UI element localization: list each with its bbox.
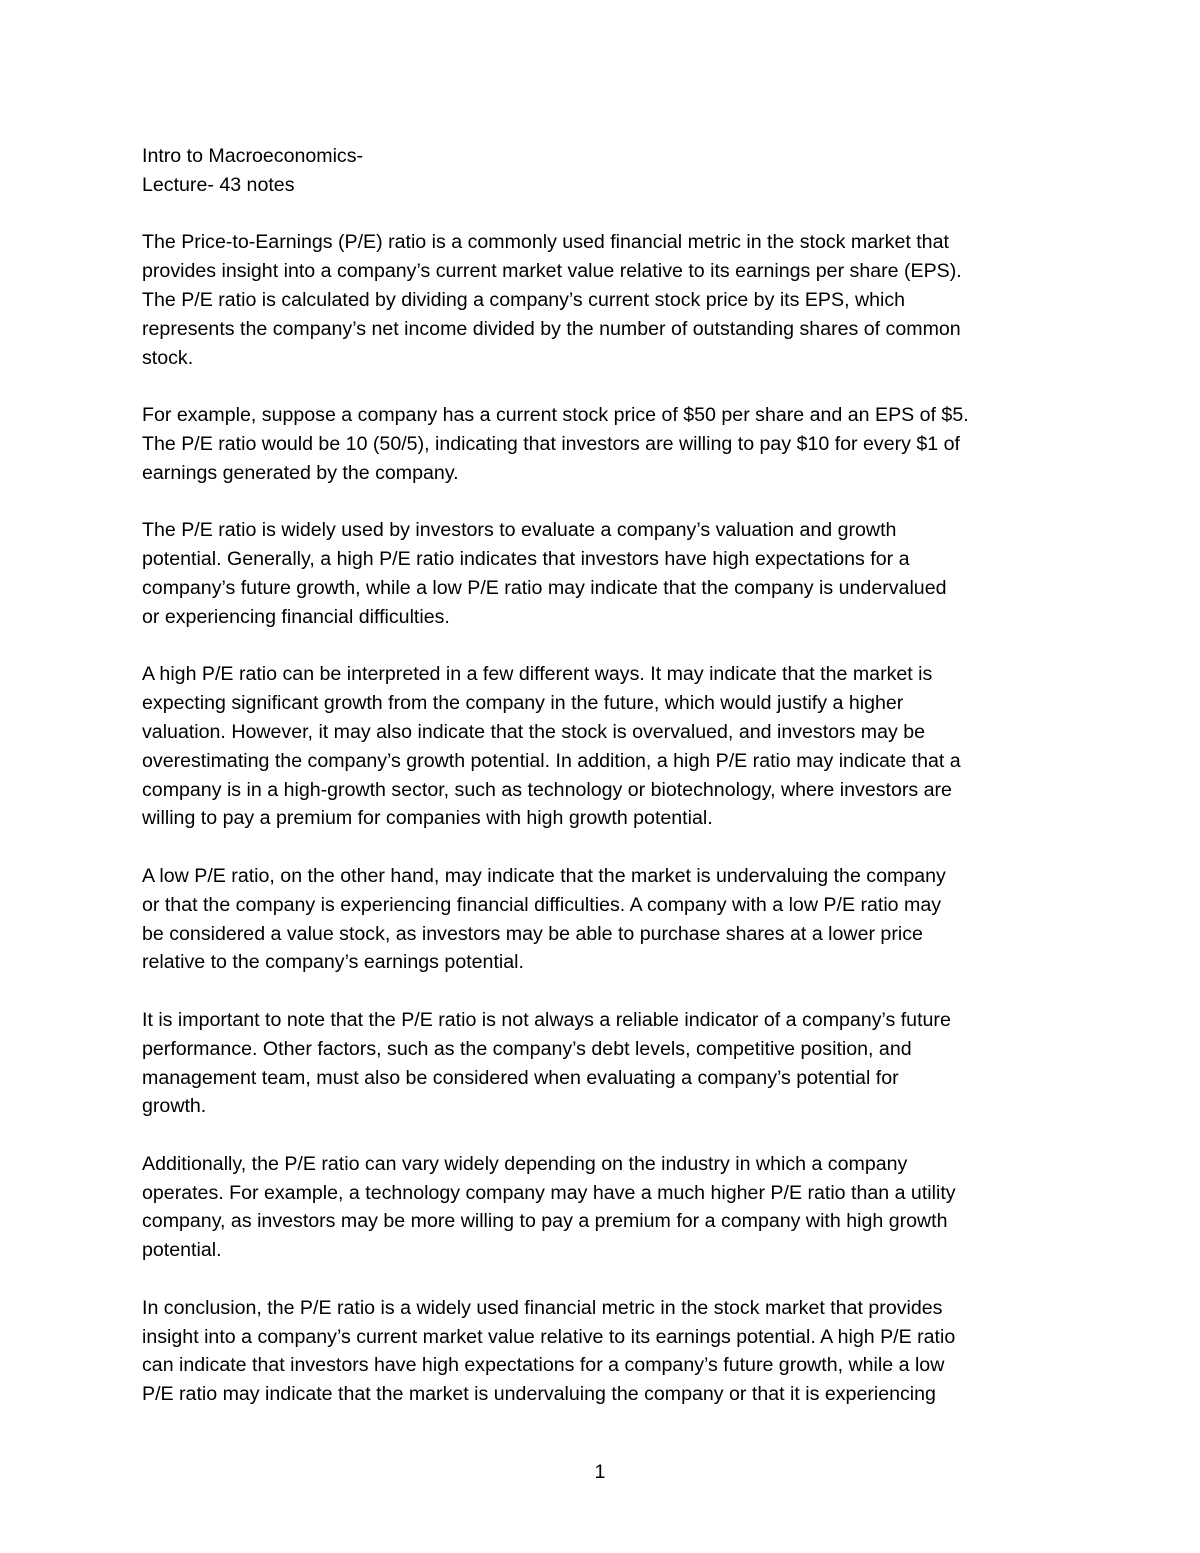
paragraph-line: It is important to note that the P/E ratio is not always a reliable indicator of a company’s future bbox=[142, 1008, 951, 1031]
paragraph-line: stock. bbox=[142, 346, 194, 369]
paragraph-line: performance. Other factors, such as the company’s debt levels, competitive position, and bbox=[142, 1037, 912, 1060]
paragraph-line: potential. Generally, a high P/E ratio indicates that investors have high expectations for a bbox=[142, 548, 910, 571]
paragraph-line: or experiencing financial difficulties. bbox=[142, 605, 450, 628]
paragraph-line: provides insight into a company’s current market value relative to its earnings per share (EPS). bbox=[142, 260, 962, 283]
paragraph-line: overestimating the company’s growth potential. In addition, a high P/E ratio may indicate that a bbox=[142, 749, 961, 772]
paragraph-line: growth. bbox=[142, 1095, 207, 1118]
paragraph-line: company, as investors may be more willing to pay a premium for a company with high growth bbox=[142, 1210, 948, 1233]
paragraph-line: operates. For example, a technology company may have a much higher P/E ratio than a utility bbox=[142, 1181, 956, 1204]
paragraph-line: willing to pay a premium for companies with high growth potential. bbox=[142, 807, 713, 830]
paragraph-line: expecting significant growth from the company in the future, which would justify a higher bbox=[142, 692, 904, 715]
paragraph-line: Additionally, the P/E ratio can vary widely depending on the industry in which a company bbox=[142, 1152, 908, 1175]
paragraph-line: The P/E ratio would be 10 (50/5), indicating that investors are willing to pay $10 for every $1 of bbox=[142, 432, 960, 455]
paragraph-line: P/E ratio may indicate that the market is undervaluing the company or that it is experiencing bbox=[142, 1383, 936, 1406]
paragraph-line: potential. bbox=[142, 1239, 222, 1262]
paragraph-line: relative to the company’s earnings potential. bbox=[142, 951, 524, 974]
course-title: Intro to Macroeconomics- bbox=[142, 145, 364, 167]
paragraph-line: represents the company’s net income divided by the number of outstanding shares of common bbox=[142, 317, 961, 340]
paragraph-line: company is in a high-growth sector, such as technology or biotechnology, where investors are bbox=[142, 778, 952, 801]
paragraph-line: valuation. However, it may also indicate that the stock is overvalued, and investors may be bbox=[142, 720, 926, 743]
paragraph-line: company’s future growth, while a low P/E ratio may indicate that the company is undervalued bbox=[142, 576, 947, 599]
lecture-title: Lecture- 43 notes bbox=[142, 173, 295, 196]
paragraph-line: In conclusion, the P/E ratio is a widely used financial metric in the stock market that provides bbox=[142, 1296, 943, 1319]
paragraph bbox=[142, 1150, 1082, 1265]
paragraph-line: earnings generated by the company. bbox=[142, 461, 459, 484]
paragraph-line: For example, suppose a company has a current stock price of $50 per share and an EPS of $5. bbox=[142, 404, 969, 427]
paragraph bbox=[142, 862, 1082, 977]
paragraph-list bbox=[142, 228, 1082, 1409]
paragraph-line: The P/E ratio is calculated by dividing a company’s current stock price by its EPS, which bbox=[142, 288, 906, 311]
paragraph-line: or that the company is experiencing financial difficulties. A company with a low P/E ratio may bbox=[142, 893, 942, 916]
paragraph-line: A low P/E ratio, on the other hand, may indicate that the market is undervaluing the company bbox=[142, 864, 946, 887]
paragraph-line: A high P/E ratio can be interpreted in a few different ways. It may indicate that the market is bbox=[142, 663, 933, 686]
paragraph bbox=[142, 401, 1082, 487]
paragraph-line: insight into a company’s current market value relative to its earnings potential. A high P/E ratio bbox=[142, 1325, 956, 1348]
paragraph bbox=[142, 1006, 1082, 1121]
paragraph-line: The P/E ratio is widely used by investors to evaluate a company’s valuation and growth bbox=[142, 519, 897, 542]
page-number: 1 bbox=[594, 1461, 606, 1483]
document-body bbox=[142, 142, 1082, 1409]
paragraph bbox=[142, 1294, 1082, 1409]
paragraph bbox=[142, 228, 1082, 372]
paragraph-line: management team, must also be considered when evaluating a company’s potential for bbox=[142, 1066, 899, 1089]
paragraph-line: can indicate that investors have high expectations for a company’s future growth, while a low bbox=[142, 1354, 945, 1377]
paragraph-line: The Price-to-Earnings (P/E) ratio is a commonly used financial metric in the stock market that bbox=[142, 231, 949, 254]
paragraph bbox=[142, 516, 1082, 631]
paragraph bbox=[142, 660, 1082, 833]
paragraph-line: be considered a value stock, as investors may be able to purchase shares at a lower price bbox=[142, 922, 923, 945]
